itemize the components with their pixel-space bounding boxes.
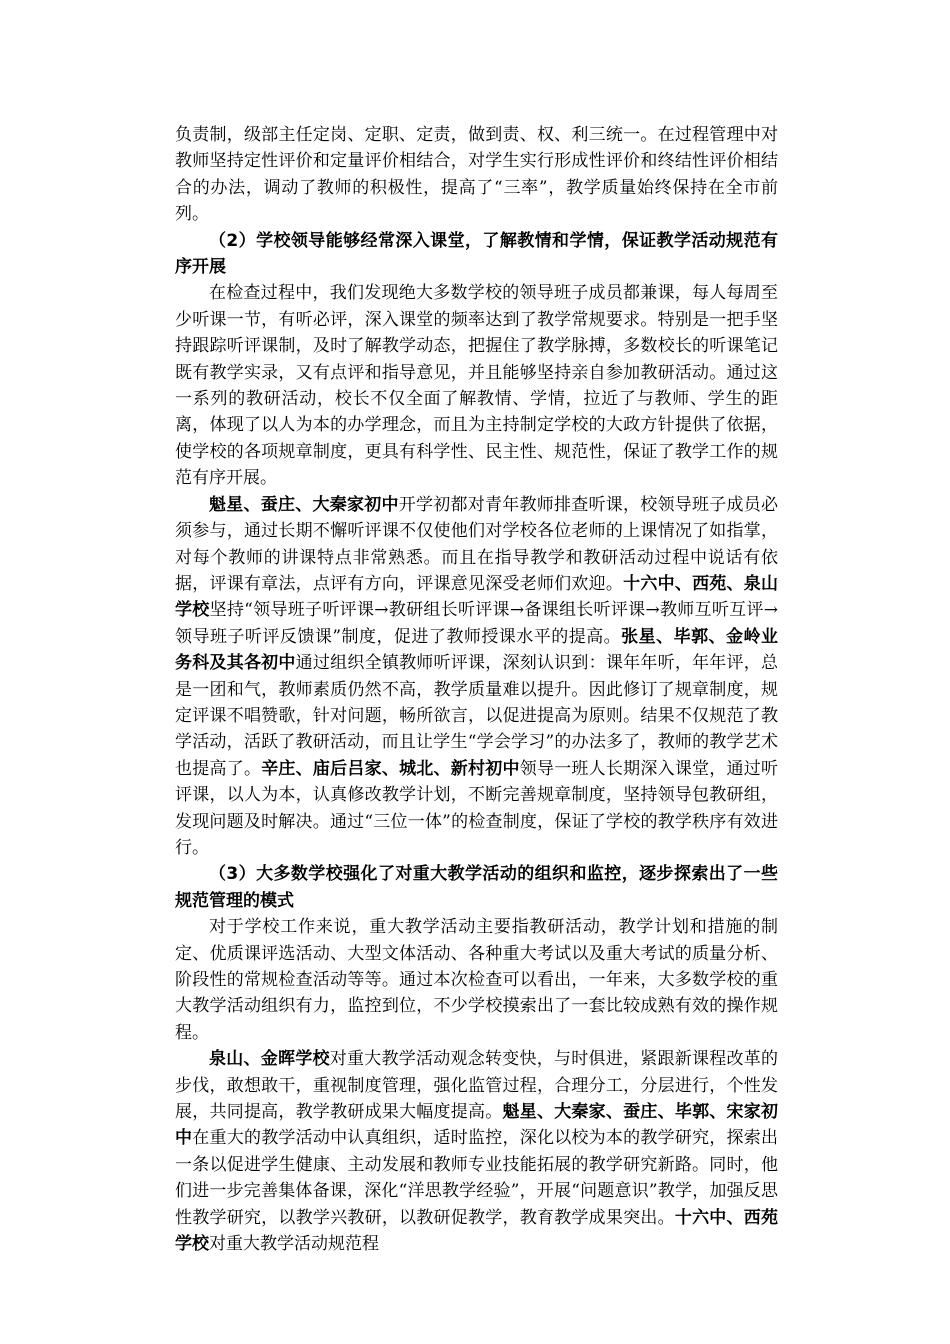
document-page — [175, 122, 778, 1257]
paragraph-continued: 负责制，级部主任定岗、定职、定责，做到责、权、利三统一。在过程管理中对教师坚持定性评价和定量评价相结合，对学生实行形成性评价和终结性评价相结合的办法，调动了教师的积极性，提高了“三率”，教学质量始终保持在全市前列。 — [175, 125, 778, 225]
paragraph-text: 通过组织全镇教师听评课，深刻认识到：课年年听，年年评，总是一团和气，教师素质仍然不高，教学质量难以提升。因此修订了规章制度，规定评课不唱赞歌，针对问题，畅所欲言，以促进提高为原则。结果不仅规范了教学活动，活跃了教研活动，而且让学生“学会学习”的办法多了，教师的教学艺术也提高了。 — [175, 653, 779, 779]
section-heading-3: （3）大多数学校强化了对重大教学活动的组织和监控，逐步探索出了一些规范管理的模式 — [175, 864, 778, 911]
paragraph-school-examples-1 — [175, 492, 778, 862]
paragraph-text: 在重大的教学活动中认真组织，适时监控，深化以校为本的教学研究，探索出一条以促进学生健康、主动发展和教师专业技能拓展的教学研究新路。同时，他们进一步完善集体备课，深化“洋思教学经验”，开展“问题意识”教学，加强反思性教学研究，以教学兴教研，以教研促教学，教育教学成果突出。 — [175, 1128, 779, 1228]
section-heading-2: （2）学校领导能够经常深入课堂，了解教情和学情，保证教学活动规范有序开展 — [175, 230, 778, 278]
school-names: 十六中、西苑学校 — [175, 1207, 779, 1255]
school-names: 泉山、金晖学校 — [209, 1049, 330, 1070]
school-names: 十六中、西苑、泉山学校 — [175, 573, 779, 621]
school-names: 辛庄、庙后吕家、城北、新村初中 — [261, 758, 520, 779]
paragraph-text: 对重大教学活动规范程 — [209, 1234, 379, 1255]
paragraph-text: 对重大教学活动观念转变快，与时俱进，紧跟新课程改革的步伐，敢想敢干，重视制度管理，强化监管过程，合理分工，分层进行，个性发展，共同提高，教学教研成果大幅度提高。 — [175, 1049, 778, 1123]
paragraph-text: 开学初都对青年教师排查听课，校领导班子成员必须参与，通过长期不懈听评课不仅使他们对学校各位老师的上课情况了如指掌，对每个教师的讲课特点非常熟悉。而且在指导教学和教研活动过程中说话有依据，评课有章法，点评有方向，评课意见深受老师们欢迎。 — [175, 494, 778, 594]
paragraph-text: 坚持“领导班子听评课→教研组长听评课→备课组长听评课→教师互听互评→领导班子听评反馈课”制度，促进了教师授课水平的提高。 — [175, 600, 778, 647]
paragraph-school-examples-2 — [175, 1046, 778, 1257]
school-names: 魁星、大秦家、蚕庄、毕郭、宋家初中 — [175, 1102, 779, 1149]
school-names: 魁星、蚕庄、大秦家初中 — [209, 494, 399, 515]
paragraph-text: 领导一班人长期深入课堂，通过听评课，以人为本，认真修改教学计划，不断完善规章制度，坚持领导包教研组，发现问题及时解决。通过“三位一体”的检查制度，保证了学校的教学秩序有效进行。 — [175, 758, 779, 858]
school-names: 张星、毕郭、金岭业务科及其各初中 — [175, 626, 778, 674]
paragraph-leader-classroom: 在检查过程中，我们发现绝大多数学校的领导班子成员都兼课，每人每周至少听课一节，有听必评，深入课堂的频率达到了教学常规要求。特别是一把手坚持跟踪听评课制，及时了解教学动态，把握住了教学脉搏，多数校长的听课笔记既有教学实录，又有点评和指导意见，并且能够坚持亲自参加教研活动。通过这一系列的教研活动，校长不仅全面了解教情、学情，拉近了与教师、学生的距离，体现了以人为本的办学理念，而且为主持制定学校的大政方针提供了依据，使学校的各项规章制度，更具有科学性、民主性、规范性，保证了教学工作的规范有序开展。 — [175, 283, 778, 489]
paragraph-major-activities: 对于学校工作来说，重大教学活动主要指教研活动，教学计划和措施的制定、优质课评选活动、大型文体活动、各种重大考试以及重大考试的质量分析、阶段性的常规检查活动等等。通过本次检查可以看出，一年来，大多数学校的重大教学活动组织有力，监控到位，不少学校摸索出了一套比较成熟有效的操作规程。 — [175, 917, 778, 1043]
